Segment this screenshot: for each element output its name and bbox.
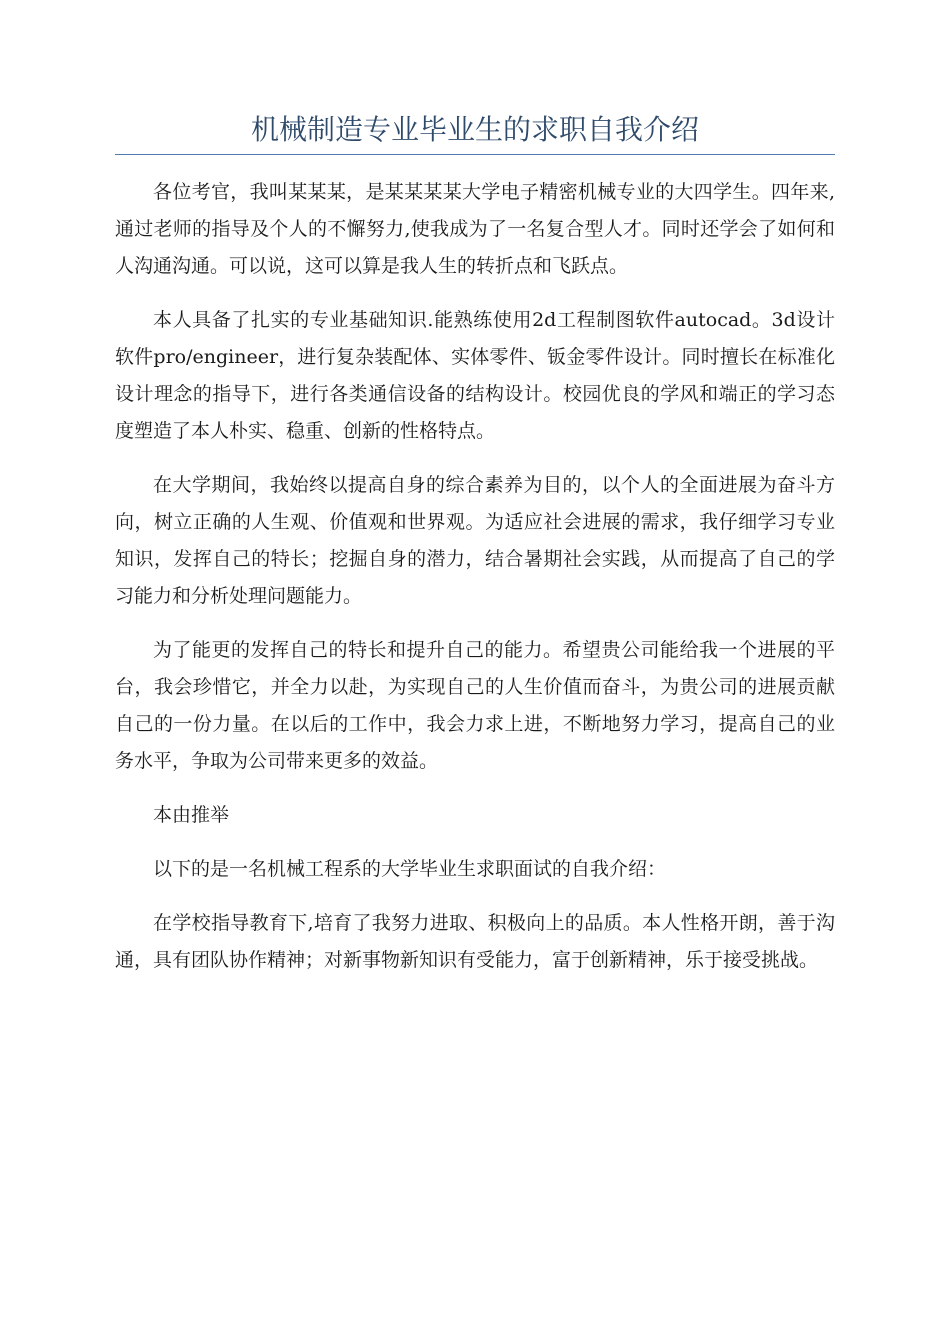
- paragraph-intro: 各位考官，我叫某某某，是某某某某大学电子精密机械专业的大四学生。四年来,通过老师的指导及个人的不懈努力,使我成为了一名复合型人才。同时还学会了如何和人沟通沟通。可以说，这可以算是我人生的转折点和飞跃点。: [115, 181, 835, 277]
- document-body: [115, 174, 835, 996]
- paragraph-university: 在大学期间，我始终以提高自身的综合素养为目的，以个人的全面进展为奋斗方向，树立正确的人生观、价值观和世界观。为适应社会进展的需求，我仔细学习专业知识，发挥自己的特长；挖掘自身的潜力，结合暑期社会实践，从而提高了自己的学习能力和分析处理问题能力。: [115, 474, 835, 607]
- paragraph-goals: 为了能更的发挥自己的特长和提升自己的能力。希望贵公司能给我一个进展的平台，我会珍惜它，并全力以赴，为实现自己的人生价值而奋斗，为贵公司的进展贡献自己的一份力量。在以后的工作中，我会力求上进，不断地努力学习，提高自己的业务水平，争取为公司带来更多的效益。: [115, 639, 835, 772]
- paragraph-second-intro: 以下的是一名机械工程系的大学毕业生求职面试的自我介绍：: [153, 858, 667, 880]
- document-title: 机械制造专业毕业生的求职自我介绍: [250, 113, 699, 146]
- paragraph-recommend: 本由推举: [153, 804, 230, 826]
- title-underline: [115, 154, 835, 155]
- paragraph-skills: 本人具备了扎实的专业基础知识.能熟练使用2d工程制图软件autocad。3d设计软件pro/engineer，进行复杂装配体、实体零件、钣金零件设计。同时擅长在标准化设计理念的指导下，进行各类通信设备的结构设计。校园优良的学风和端正的学习态度塑造了本人朴实、稳重、创新的性格特点。: [115, 309, 835, 442]
- paragraph-character: 在学校指导教育下,培育了我努力进取、积极向上的品质。本人性格开朗，善于沟通，具有团队协作精神；对新事物新知识有受能力，富于创新精神，乐于接受挑战。: [115, 912, 835, 971]
